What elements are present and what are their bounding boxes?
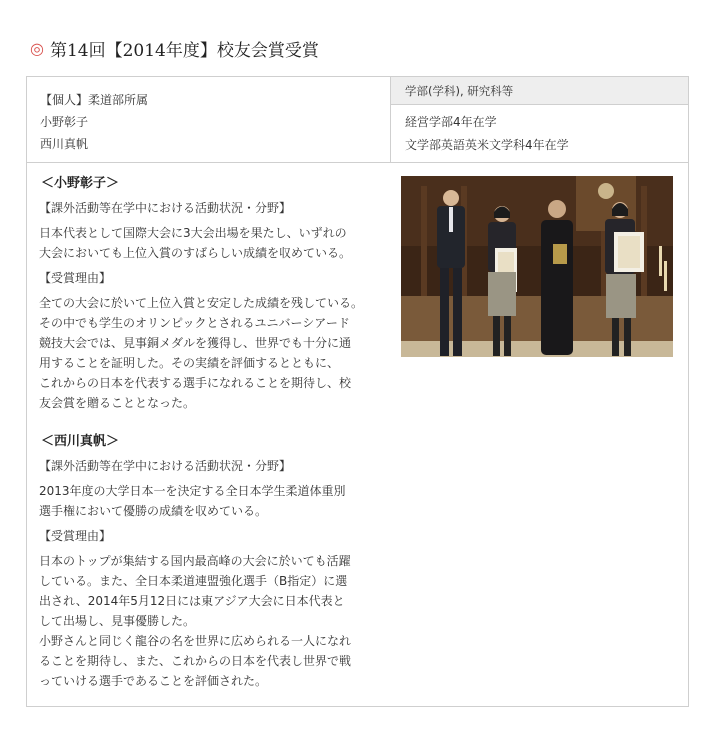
- recipient-category: 【個人】柔道部所属: [40, 93, 149, 107]
- reason-text: 日本のトップが集結する国内最高峰の大会に於いても活躍 している。また、全日本柔道連盟強化選手（B指定）に選 出され、2014年5月12日には東アジア大会に日本代表と して出場し、見事優勝した。 小野さんと同じく龍谷の名を世界に広められる一人になれ ることを期待し、また、これからの日本を代表し世界で戦 っていける選手であることを評価された。: [39, 554, 352, 688]
- reason-label: 【受賞理由】: [39, 271, 112, 285]
- double-circle-icon: ◎: [30, 38, 44, 58]
- page-title: [30, 36, 319, 60]
- section-ono: [39, 175, 389, 413]
- faculty-line: 文学部英語英米文学科4年在学: [405, 138, 569, 152]
- award-box: [26, 76, 689, 707]
- faculty-line: 経営学部4年在学: [405, 115, 497, 129]
- section-name: ＜小野彰子＞: [41, 176, 120, 191]
- activity-label: 【課外活動等在学中における活動状況・分野】: [39, 201, 292, 215]
- award-details: [39, 175, 389, 691]
- recipient-table: [27, 77, 688, 163]
- faculty-header: 学部(学科), 研究科等: [391, 77, 688, 105]
- recipient-names-cell: [27, 77, 391, 162]
- recipient-name: 西川真帆: [40, 137, 89, 151]
- reason-text: 全ての大会に於いて上位入賞と安定した成績を残している。 その中でも学生のオリンピックとされるユニバーシアード 競技大会では、見事銅メダルを獲得し、世界でも十分に通 用することを証明した。その実績を評価するとともに、 これからの日本を代表する選手になれることを期待し、校 友会賞を贈ることとなった。: [39, 296, 364, 410]
- activity-text: 2013年度の大学日本一を決定する全日本学生柔道体重別 選手権において優勝の成績を収めている。: [39, 484, 346, 518]
- section-name: ＜西川真帆＞: [41, 434, 120, 449]
- activity-label: 【課外活動等在学中における活動状況・分野】: [39, 459, 292, 473]
- activity-text: 日本代表として国際大会に3大会出場を果たし、いずれの 大会においても上位入賞のすばらしい成績を収めている。: [39, 226, 352, 260]
- reason-label: 【受賞理由】: [39, 529, 112, 543]
- page-title-text: 第14回【2014年度】校友会賞受賞: [49, 40, 319, 61]
- faculty-cell: [391, 105, 688, 162]
- recipient-name: 小野彰子: [40, 115, 89, 129]
- award-ceremony-photo: [401, 176, 673, 357]
- section-nishikawa: [39, 433, 389, 691]
